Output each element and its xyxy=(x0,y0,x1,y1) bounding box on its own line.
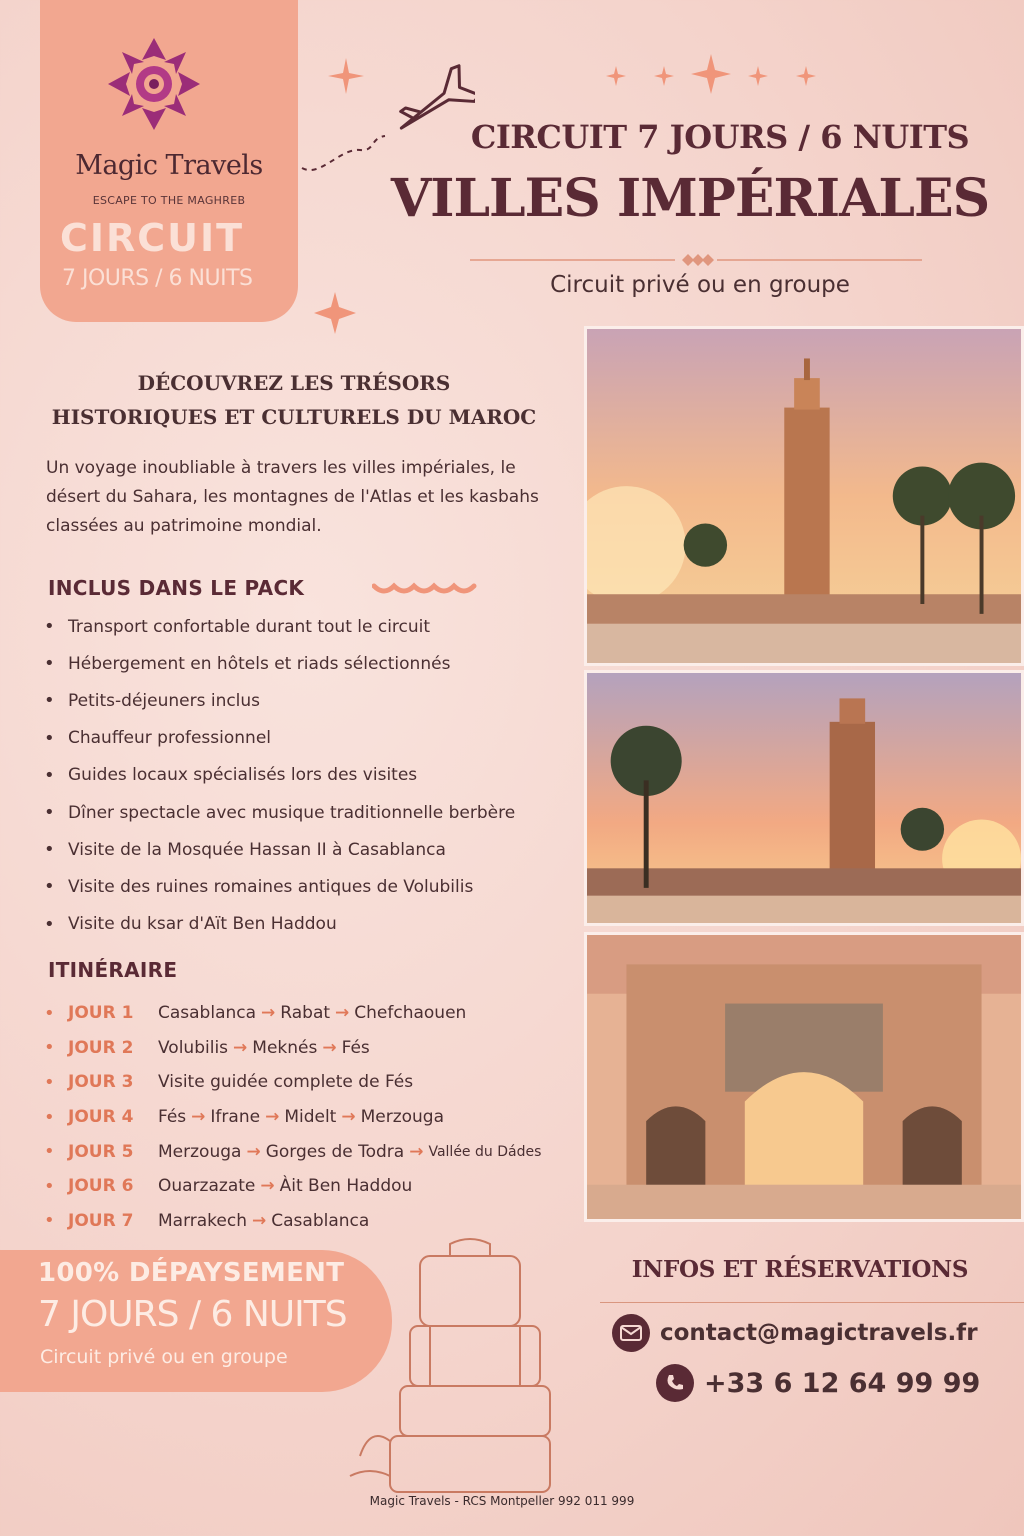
sparkle-icon xyxy=(326,56,366,96)
arrow-icon: → xyxy=(265,1107,280,1128)
email-link[interactable]: contact@magictravels.fr xyxy=(660,1320,978,1346)
itinerary-stop: Ouarzazate xyxy=(158,1176,256,1197)
itinerary-day: JOUR 3 xyxy=(68,1072,134,1093)
bullet: • xyxy=(44,1141,55,1163)
brand-tagline: ESCAPE TO THE MAGHREB xyxy=(92,194,246,207)
header-subtitle: CIRCUIT 7 JOURS / 6 NUITS xyxy=(470,118,970,156)
arrow-icon: → xyxy=(341,1107,356,1128)
koutoubia-photo xyxy=(584,326,1024,666)
arrow-icon: → xyxy=(322,1037,337,1058)
intro-text: Un voyage inoubliable à travers les villes impériales, le désert du Sahara, les montagnes de l'Atlas et les kasbahs classées au patrimoine mondial. xyxy=(46,458,539,536)
footer-legal: Magic Travels - RCS Montpeller 992 011 999 xyxy=(369,1494,635,1508)
itinerary-stop: Casablanca xyxy=(158,1003,257,1024)
itinerary-stop: Rabat xyxy=(280,1003,331,1024)
itinerary-stop: Chefchaouen xyxy=(354,1003,467,1024)
list-item: • Visite du ksar d'Aït Ben Haddou xyxy=(44,913,337,935)
itinerary-day: JOUR 2 xyxy=(68,1037,134,1058)
arrow-icon: → xyxy=(191,1107,206,1128)
itinerary-stop: Gorges de Todra xyxy=(265,1141,405,1162)
list-item: • Petits-déjeuners inclus xyxy=(44,690,261,712)
itinerary-day: JOUR 1 xyxy=(68,1003,134,1024)
itinerary-stop: Visite guidée complete de Fés xyxy=(158,1072,414,1093)
pack-list xyxy=(44,608,574,943)
itinerary-stop: Meknés xyxy=(252,1037,318,1058)
itinerary-stop: Volubilis xyxy=(158,1037,229,1058)
arrow-icon: → xyxy=(409,1141,424,1162)
arrow-icon: → xyxy=(335,1003,350,1024)
itinerary-stop: Vallée du Dádes xyxy=(428,1143,542,1160)
arrow-icon: → xyxy=(252,1210,267,1231)
bullet: • xyxy=(44,1037,55,1059)
pack-heading: INCLUS DANS LE PACK xyxy=(48,576,305,600)
phone-contact[interactable] xyxy=(656,1364,980,1402)
bullet: • xyxy=(44,1210,55,1232)
list-item: • Guides locaux spécialisés lors des visites xyxy=(44,764,418,786)
itinerary-stop: Fés xyxy=(158,1107,187,1128)
phone-icon xyxy=(656,1364,694,1402)
list-item: • Hébergement en hôtels et riads sélectionnés xyxy=(44,653,451,675)
itinerary-row xyxy=(44,1100,574,1135)
brand-circuit-label: CIRCUIT xyxy=(60,216,245,260)
itinerary-row xyxy=(44,1065,574,1100)
intro-title-line2: HISTORIQUES ET CULTURELS DU MAROC xyxy=(51,405,537,429)
list-item: • Chauffeur professionnel xyxy=(44,727,271,749)
itinerary-day: JOUR 5 xyxy=(68,1141,134,1162)
luggage-stack-illustration xyxy=(330,1226,570,1496)
email-contact[interactable] xyxy=(612,1314,978,1352)
phone-link[interactable]: +33 6 12 64 99 99 xyxy=(704,1367,981,1399)
itinerary-row xyxy=(44,1169,574,1204)
divider xyxy=(600,1302,1024,1303)
itinerary-row xyxy=(44,1031,574,1066)
bab-mansour-gate-photo xyxy=(584,932,1024,1222)
envelope-icon xyxy=(612,1314,650,1352)
list-item: • Visite des ruines romaines antiques de Volubilis xyxy=(44,876,474,898)
itinerary-list xyxy=(44,996,574,1238)
itinerary-stop: Midelt xyxy=(284,1107,337,1128)
banner-headline: 100% DÉPAYSEMENT xyxy=(38,1258,345,1288)
intro-title xyxy=(34,366,554,434)
bullet: • xyxy=(44,1175,55,1197)
brand-duration: 7 JOURS / 6 NUITS xyxy=(62,266,253,291)
sparkles-icon xyxy=(596,52,826,102)
itinerary-stop: Fés xyxy=(341,1037,370,1058)
header-tagline: Circuit privé ou en groupe xyxy=(550,272,850,298)
bullet: • xyxy=(44,1002,55,1024)
itinerary-stop: Casablanca xyxy=(271,1210,370,1231)
contact-heading: INFOS ET RÉSERVATIONS xyxy=(631,1256,969,1283)
itinerary-row xyxy=(44,1134,574,1169)
mandala-logo-icon xyxy=(104,34,204,134)
itinerary-heading: ITINÉRAIRE xyxy=(48,958,178,982)
itinerary-stop: Àit Ben Haddou xyxy=(279,1176,413,1197)
arrow-icon: → xyxy=(233,1037,248,1058)
arrow-icon: → xyxy=(261,1003,276,1024)
arrow-icon: → xyxy=(246,1141,261,1162)
banner-tagline: Circuit privé ou en groupe xyxy=(40,1346,288,1368)
minaret-sunset-photo xyxy=(584,670,1024,926)
list-item: • Dîner spectacle avec musique traditionnelle berbère xyxy=(44,802,516,824)
itinerary-day: JOUR 7 xyxy=(68,1210,134,1231)
title-divider xyxy=(470,250,922,270)
itinerary-stop: Marrakech xyxy=(158,1210,248,1231)
itinerary-stop: Merzouga xyxy=(158,1141,242,1162)
itinerary-row xyxy=(44,996,574,1031)
list-item: • Transport confortable durant tout le circuit xyxy=(44,616,431,638)
intro-title-line1: DÉCOUVREZ LES TRÉSORS xyxy=(137,371,451,395)
bullet: • xyxy=(44,1106,55,1128)
list-item: • Visite de la Mosquée Hassan II à Casablanca xyxy=(44,839,446,861)
sparkle-icon xyxy=(312,290,358,336)
page-title: VILLES IMPÉRIALES xyxy=(390,168,990,229)
itinerary-day: JOUR 6 xyxy=(68,1176,134,1197)
itinerary-day: JOUR 4 xyxy=(68,1107,134,1128)
itinerary-stop: Ifrane xyxy=(210,1107,261,1128)
wave-ornament xyxy=(372,578,482,598)
arrow-icon: → xyxy=(260,1176,275,1197)
brand-name: Magic Travels xyxy=(75,150,263,181)
banner-duration: 7 JOURS / 6 NUITS xyxy=(38,1294,347,1335)
bullet: • xyxy=(44,1071,55,1093)
itinerary-stop: Merzouga xyxy=(360,1107,445,1128)
